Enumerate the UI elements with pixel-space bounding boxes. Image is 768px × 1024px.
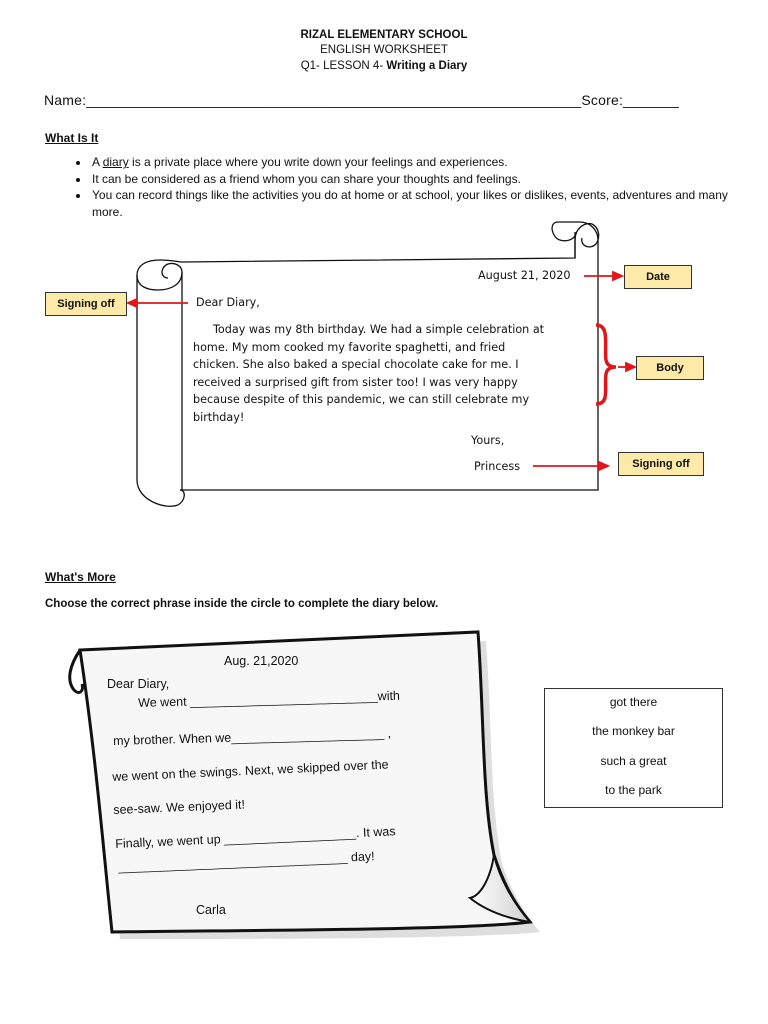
exercise-signature: Carla — [196, 903, 226, 917]
choice-got-there[interactable]: got there — [609, 695, 658, 709]
signing-off-label-right: Signing off — [618, 452, 704, 476]
body-label: Body — [636, 356, 704, 380]
school-name: RIZAL ELEMENTARY SCHOOL — [300, 29, 468, 41]
exercise-line-5[interactable]: Finally, we went up ___________________. It was — [115, 824, 396, 851]
list-item: • A diary is a private place where you write down your feelings and experiences. — [90, 154, 740, 171]
list-item: • It can be considered as a friend whom you can share your thoughts and feelings. — [90, 171, 740, 188]
choice-to-the-park[interactable]: to the park — [605, 783, 662, 797]
signing-off-label-left: Signing off — [45, 292, 127, 316]
body-line: home. My mom cooked my favorite spaghetti, and fried — [193, 340, 506, 354]
name-score-line[interactable]: Name:______________________________________________________________Score:_______ — [44, 92, 679, 108]
body-line: received a surprised gift from sister too! I was very happy — [193, 375, 518, 389]
exercise-line-6[interactable]: _________________________________ day! — [118, 849, 375, 874]
body-line: Today was my 8th birthday. We had a simple celebration at — [213, 323, 545, 336]
example-signature: Princess — [474, 460, 521, 473]
body-line: chicken. She also baked a special chocolate cake for me. I — [193, 358, 519, 372]
example-closing: Yours, — [471, 434, 505, 447]
exercise-line-3: we went on the swings. Next, we skipped over the — [112, 757, 389, 784]
body-line: birthday! — [193, 410, 245, 424]
whats-more-heading: What's More — [45, 570, 116, 584]
what-is-it-heading: What Is It — [45, 131, 99, 145]
worksheet-subject: ENGLISH WORKSHEET — [320, 44, 448, 56]
exercise-line-4: see-saw. We enjoyed it! — [113, 797, 246, 817]
example-greeting: Dear Diary, — [196, 296, 260, 309]
exercise-greeting: Dear Diary, — [107, 677, 170, 691]
example-date: August 21, 2020 — [478, 269, 571, 282]
choice-such-a-great[interactable]: such a great — [600, 754, 667, 768]
diary-term: diary — [102, 155, 129, 169]
exercise-line-2[interactable]: my brother. When we______________________ , — [113, 726, 392, 748]
lesson-prefix: Q1- LESSON 4- — [300, 60, 387, 72]
phrase-choices-box — [544, 688, 723, 808]
exercise-date: Aug. 21,2020 — [224, 654, 299, 668]
choice-the-monkey-bar[interactable]: the monkey bar — [592, 724, 675, 738]
exercise-line-1[interactable]: We went ___________________________with — [138, 688, 401, 710]
date-label: Date — [624, 265, 692, 289]
list-item: • You can record things like the activities you do at home or at school, your likes or dislikes, events, adventures and many more. — [90, 187, 740, 220]
lesson-name: Writing a Diary — [386, 60, 468, 72]
instruction-text: Choose the correct phrase inside the circle to complete the diary below. — [45, 598, 439, 610]
body-line: because despite of this pandemic, we can still celebrate my — [193, 393, 530, 407]
